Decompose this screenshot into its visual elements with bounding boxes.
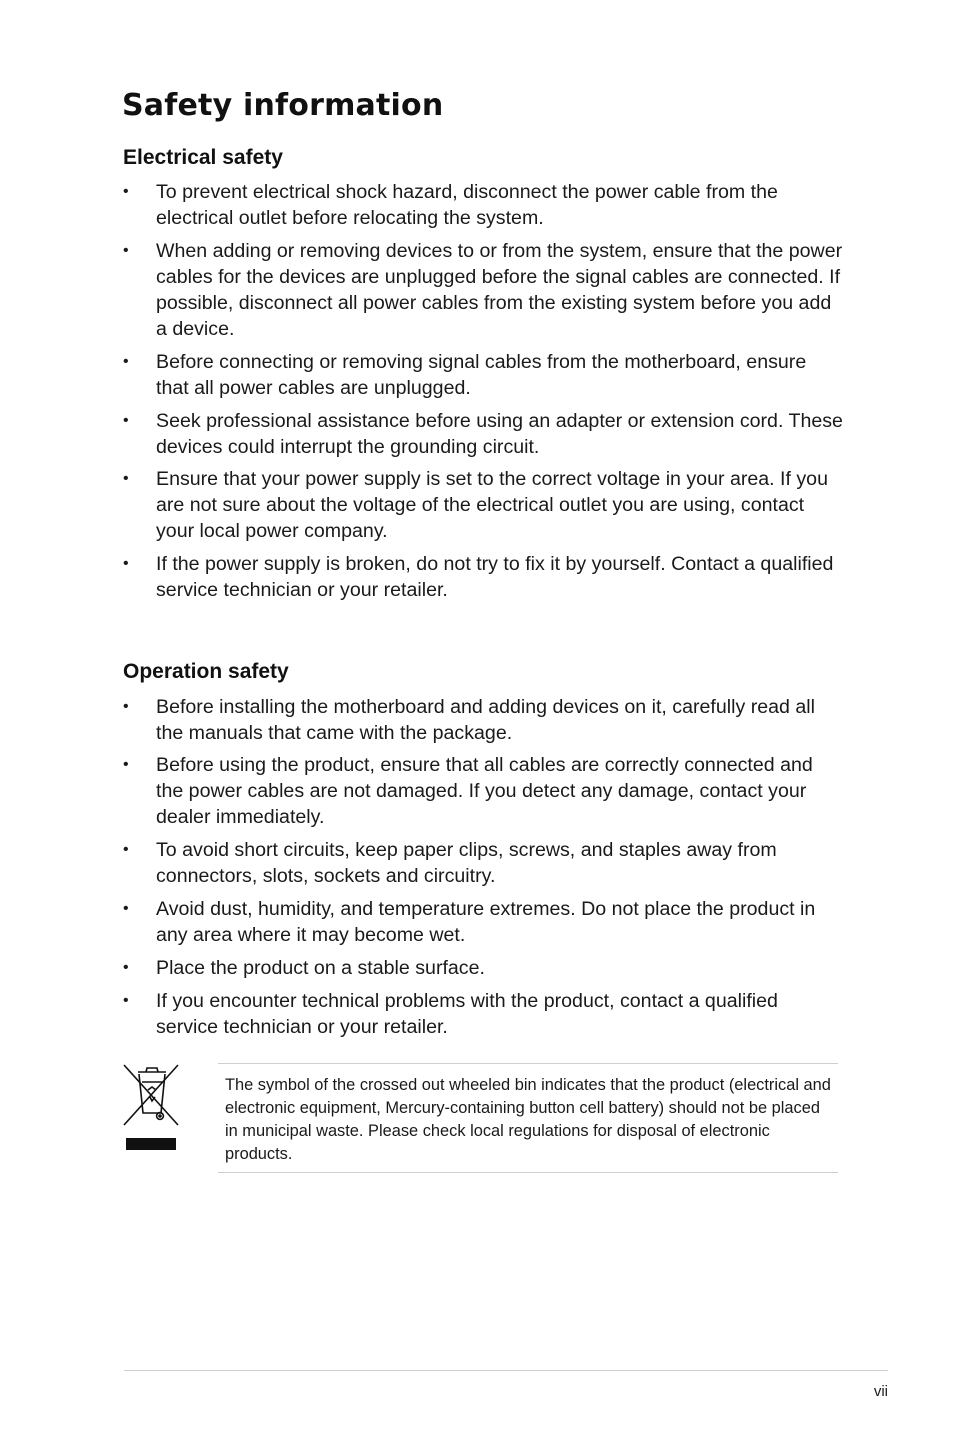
list-item [123,408,843,460]
disposal-note-text: The symbol of the crossed out wheeled bin indicates that the product (electrical and electronic equipment, Mercury-containing button cell battery) should not be placed in municipal waste. Please check local regulations for disposal of electronic products. [225,1076,831,1163]
list-item [123,179,843,231]
bullet-marker: • [123,698,129,715]
list-item-text: Before connecting or removing signal cables from the motherboard, ensure that all power cables are unplugged. [156,351,807,399]
list-item-text: To prevent electrical shock hazard, disconnect the power cable from the electrical outlet before relocating the system. [156,181,778,229]
list-item [123,694,843,746]
list-item [123,988,843,1040]
bullet-marker: • [123,353,129,370]
list-item [123,238,843,342]
bullet-marker: • [123,959,129,976]
bullet-marker: • [123,470,129,487]
bullet-marker: • [123,555,129,572]
list-item [123,955,843,981]
list-item [123,466,843,544]
crossed-out-wheeled-bin-icon [121,1061,181,1153]
page-title: Safety information [122,88,444,123]
bullet-marker: • [123,242,129,259]
list-item-text: Seek professional assistance before using an adapter or extension cord. These devices could interrupt the grounding circuit. [156,410,843,458]
list-item-text: When adding or removing devices to or from the system, ensure that the power cables for the devices are unplugged before the signal cables are connected. If possible, disconnect all power cables from the existing system before you add a device. [156,240,843,340]
bullet-marker: • [123,992,129,1009]
bullet-marker: • [123,900,129,917]
list-item-text: If the power supply is broken, do not try to fix it by yourself. Contact a qualified service technician or your retailer. [156,553,834,601]
list-item-text: Before using the product, ensure that all cables are correctly connected and the power cables are not damaged. If you detect any damage, contact your dealer immediately. [156,754,813,828]
list-item [123,837,843,889]
disposal-note [218,1063,838,1173]
list-item [123,551,843,603]
bullet-marker: • [123,412,129,429]
list-item-text: Ensure that your power supply is set to the correct voltage in your area. If you are not sure about the voltage of the electrical outlet you are using, contact your local power company. [156,468,828,542]
list-item [123,896,843,948]
bullet-marker: • [123,841,129,858]
list-item-text: If you encounter technical problems with the product, contact a qualified service technician or your retailer. [156,990,778,1038]
list-item [123,349,843,401]
list-item-text: Avoid dust, humidity, and temperature extremes. Do not place the product in any area where it may become wet. [156,898,816,946]
list-item-text: To avoid short circuits, keep paper clips, screws, and staples away from connectors, slots, sockets and circuitry. [156,839,777,887]
operation-safety-heading: Operation safety [123,660,289,683]
bullet-marker: • [123,183,129,200]
footer-divider [124,1370,888,1371]
electrical-safety-heading: Electrical safety [123,146,283,169]
bullet-marker: • [123,756,129,773]
list-item [123,752,843,830]
list-item-text: Before installing the motherboard and adding devices on it, carefully read all the manuals that came with the package. [156,696,815,744]
page-number: vii [873,1383,888,1400]
list-item-text: Place the product on a stable surface. [156,957,485,979]
